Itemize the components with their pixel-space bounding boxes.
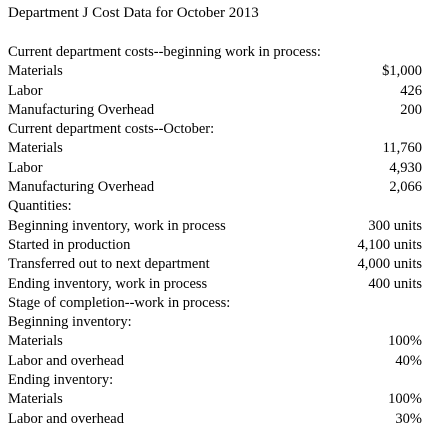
data-row (8, 275, 422, 294)
data-row (8, 101, 422, 120)
row-label: Current department costs--beginning work in process: (8, 44, 321, 60)
row-label: Current department costs--October: (8, 121, 215, 138)
row-label: Labor and overhead (8, 352, 124, 369)
row-value: 100% (388, 333, 422, 350)
data-row (8, 236, 422, 255)
row-label: Manufacturing Overhead (8, 101, 155, 118)
row-label: Materials (8, 333, 63, 350)
row-value: 100% (388, 391, 422, 408)
row-value: 4,930 (389, 159, 422, 176)
row-value: 2,066 (389, 179, 422, 196)
row-value: 4,000 units (357, 256, 422, 273)
document-title: Department J Cost Data for October 2013 (8, 5, 259, 21)
row-label: Beginning inventory, work in process (8, 217, 226, 234)
row-label: Materials (8, 391, 63, 408)
row-value: 300 units (368, 217, 422, 234)
data-row (8, 139, 422, 158)
row-label: Manufacturing Overhead (8, 179, 155, 196)
row-label: Labor (8, 82, 43, 99)
row-label: Stage of completion--work in process: (8, 294, 231, 311)
row-label: Labor (8, 159, 43, 176)
row-value: 30% (395, 410, 422, 427)
row-label: Materials (8, 140, 63, 157)
row-label: Beginning inventory: (8, 314, 132, 331)
row-value: 11,760 (382, 140, 422, 157)
row-value: $1,000 (382, 63, 422, 80)
row-label: Ending inventory, work in process (8, 275, 208, 292)
row-value: 40% (395, 352, 422, 369)
data-row (8, 294, 422, 313)
data-row (8, 43, 422, 62)
row-value: 4,100 units (357, 236, 422, 253)
row-label: Transferred out to next department (8, 256, 210, 273)
data-row (8, 255, 422, 274)
row-value: 426 (400, 82, 422, 99)
data-row (8, 178, 422, 197)
data-row (8, 82, 422, 101)
row-label: Labor and overhead (8, 410, 124, 427)
data-row (8, 159, 422, 178)
data-row (8, 390, 422, 409)
data-row (8, 332, 422, 351)
data-row (8, 120, 422, 139)
data-row (8, 352, 422, 371)
row-label: Ending inventory: (8, 372, 114, 389)
data-row (8, 62, 422, 81)
row-value: 400 units (368, 275, 422, 292)
data-row (8, 313, 422, 332)
data-row (8, 371, 422, 390)
row-label: Started in production (8, 236, 131, 253)
data-row (8, 410, 422, 429)
data-row (8, 217, 422, 236)
row-label: Quantities: (8, 198, 72, 215)
cost-data-list (8, 43, 422, 429)
row-label: Materials (8, 63, 63, 80)
row-value: 200 (400, 101, 422, 118)
data-row (8, 197, 422, 216)
